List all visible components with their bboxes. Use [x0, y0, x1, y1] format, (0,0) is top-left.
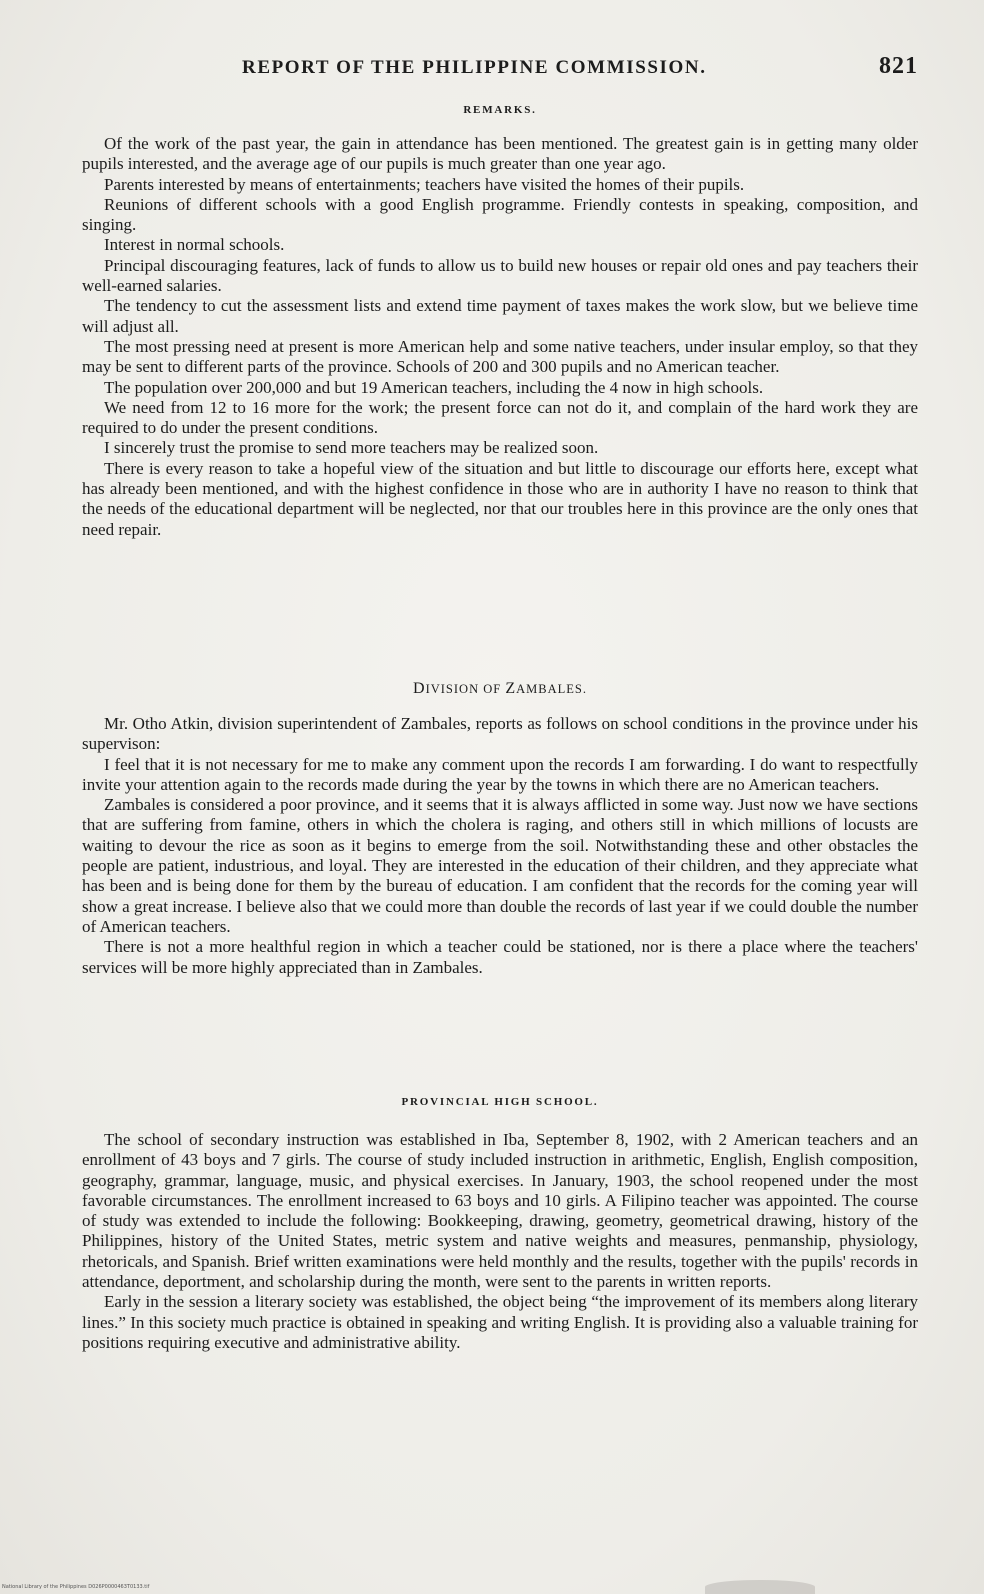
remarks-paragraph: I sincerely trust the promise to send more teachers may be realized soon. — [104, 438, 599, 458]
remarks-paragraph: Of the work of the past year, the gain in attendance has been mentioned. The greatest gain is in getting many older pupils interested, and the average age of our pupils is much greater than one year ago. — [82, 134, 918, 174]
zambales-paragraph: There is not a more healthful region in which a teacher could be stationed, nor is there a place where the teachers' services will be more highly appreciated than in Zambales. — [82, 937, 918, 977]
remarks-paragraph: Parents interested by means of entertainments; teachers have visited the homes of their pupils. — [104, 174, 745, 194]
high-school-heading: PROVINCIAL HIGH SCHOOL. — [401, 1096, 599, 1108]
heading-initial: D — [413, 680, 426, 697]
remarks-paragraph: The tendency to cut the assessment lists and extend time payment of taxes makes the work slow, but we believe time will adjust all. — [82, 296, 918, 336]
heading-initial: Z — [505, 680, 517, 697]
zambales-paragraph: Mr. Otho Atkin, division superintendent of Zambales, reports as follows on school conditions in the province under his supervison: — [82, 714, 918, 754]
remarks-paragraph: We need from 12 to 16 more for the work; the present force can not do it, and complain of the hard work they are required to do under the present conditions. — [82, 397, 918, 438]
remarks-paragraph: Principal discouraging features, lack of funds to allow us to build new houses or repair old ones and pay teachers their well-earned salaries. — [82, 255, 918, 296]
high-school-paragraph: The school of secondary instruction was established in Iba, September 8, 1902, with 2 American teachers and an enrollment of 43 boys and 7 girls. The course of study included instruction in arithmetic, English, English composition, geography, grammar, language, music, and physical exercises. In January, 1903, the school reopened under the most favorable circumstances. The enrollment increased to 63 boys and 10 girls. A Filipino teacher was appointed. The course of study was extended to include the following: Bookkeeping, drawing, geometry, geometrical drawing, history of the Philippines, history of the United States, metric system and native weights and measures, penmanship, physiology, rhetoricals, and Spanish. Brief written examinations were held monthly and the results, together with the pupils' records in attendance, deportment, and scholarship during the month, were sent to the parents in written reports. — [82, 1130, 918, 1292]
remarks-section — [82, 104, 918, 540]
scan-credit: National Library of the Philippines D026P0000463T0133.tif — [2, 1584, 150, 1590]
high-school-paragraph: Early in the session a literary society was established, the object being “the improvement of its members along literary lines.” In this society much practice is obtained in speaking and writing English. It is providing also a valuable training for positions requiring executive and administrative ability. — [82, 1292, 918, 1352]
remarks-paragraph: Interest in normal schools. — [104, 235, 285, 255]
high-school-section — [82, 1096, 918, 1353]
remarks-paragraph: The most pressing need at present is more American help and some native teachers, under insular employ, so that they may be sent to different parts of the province. Schools of 200 and 300 pupils and no American teacher. — [82, 336, 918, 377]
remarks-paragraph: Reunions of different schools with a good English programme. Friendly contests in speaking, composition, and singing. — [82, 194, 918, 235]
heading-small-caps: IVISION OF — [425, 682, 506, 696]
page-number: 821 — [879, 53, 918, 79]
remarks-paragraph: The population over 200,000 and but 19 American teachers, including the 4 now in high schools. — [104, 377, 764, 397]
running-head — [82, 55, 918, 85]
zambales-section — [82, 680, 918, 978]
scan-edge-shadow — [705, 1580, 815, 1594]
zambales-paragraph: I feel that it is not necessary for me to make any comment upon the records I am forwarding. I do want to respectfully invite your attention again to the records made during the year by the towns in which there are no American teachers. — [82, 754, 918, 794]
zambales-heading — [82, 680, 918, 698]
remarks-paragraph: There is every reason to take a hopeful view of the situation and but little to discourage our efforts here, except what has already been mentioned, and with the highest confidence in those who are in authority I have no reason to think that the needs of the educational department will be neglected, nor that our troubles here in this province are the only ones that need repair. — [82, 458, 918, 539]
zambales-paragraph: Zambales is considered a poor province, and it seems that it is always afflicted in some way. Just now we have sections that are suffering from famine, others in which the cholera is raging, and others still in which millions of locusts are waiting to devour the rice as soon as it begins to emerge from the soil. Notwithstanding these and other obstacles the people are patient, industrious, and loyal. They are interested in the education of their children, and they appreciate what has been and is being done for them by the bureau of education. I am confident that the records for the coming year will show a great increase. I believe also that we could more than double the records of last year if we could double the number of American teachers. — [82, 795, 918, 936]
running-title: REPORT OF THE PHILIPPINE COMMISSION. — [242, 57, 707, 78]
heading-small-caps: AMBALES. — [516, 682, 587, 696]
remarks-heading: REMARKS. — [463, 104, 537, 116]
